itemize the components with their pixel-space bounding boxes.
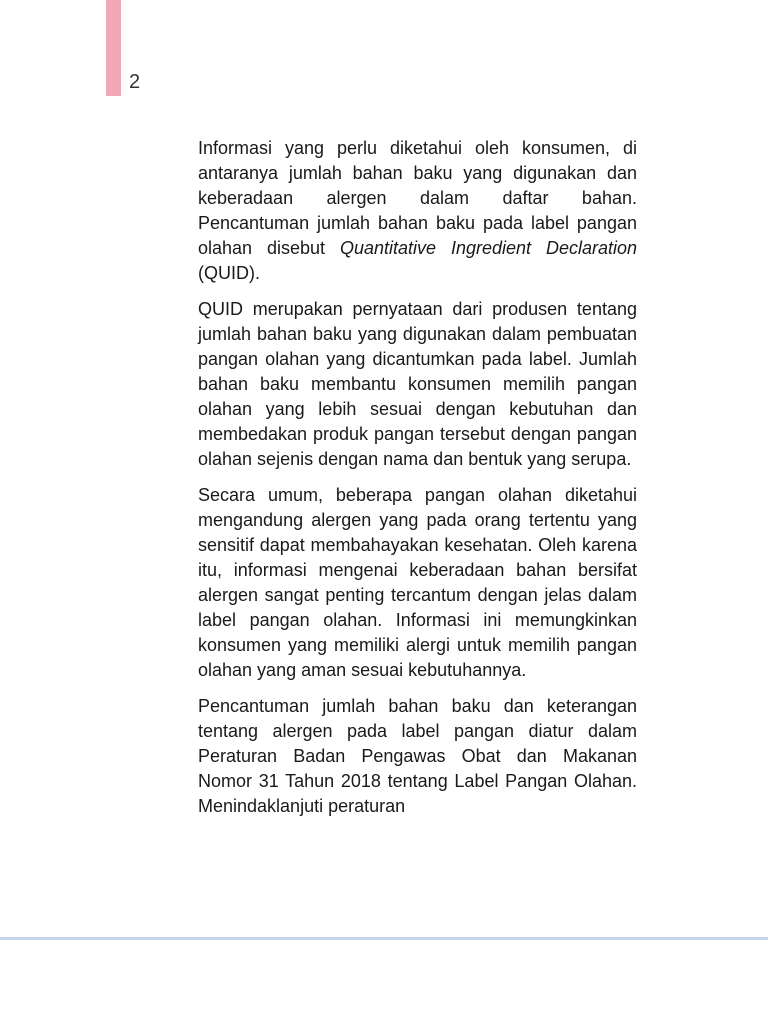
paragraph-allergen-info: Secara umum, beberapa pangan olahan diketahui mengandung alergen yang pada orang tertentu yang sensitif dapat membahayakan kesehatan. Oleh karena itu, informasi mengenai keberadaan bahan bersifat alergen sangat penting tercantum dengan jelas dalam label pangan olahan. Informasi ini memungkinkan konsumen yang memiliki alergi untuk memilih pangan olahan yang aman sesuai kebutuhannya. <box>198 485 637 680</box>
paragraph-text: Informasi yang perlu diketahui oleh konsumen, di antaranya jumlah bahan baku yang digunakan dan keberadaan alergen dalam daftar bahan. Pencantuman jumlah bahan baku pada label pangan olahan disebut <box>198 138 637 258</box>
paragraph-quid-definition: QUID merupakan pernyataan dari produsen tentang jumlah bahan baku yang digunakan dalam pembuatan pangan olahan yang dicantumkan pada label. Jumlah bahan baku membantu konsumen memilih pangan olahan yang lebih sesuai dengan kebutuhan dan membedakan produk pangan tersebut dengan pangan olahan sejenis dengan nama dan bentuk yang serupa. <box>198 299 637 469</box>
quid-term: Quantitative Ingredient Declaration <box>339 238 637 258</box>
paragraph-regulation: Pencantuman jumlah bahan baku dan keterangan tentang alergen pada label pangan diatur dalam Peraturan Badan Pengawas Obat dan Makanan Nomor 31 Tahun 2018 tentang Label Pangan Olahan. Menindaklanjuti peraturan <box>198 696 637 816</box>
page-number: 2 <box>129 71 141 93</box>
body-text <box>198 136 637 830</box>
footer-rule <box>0 937 768 940</box>
paragraph-text: (QUID). <box>198 263 260 283</box>
paragraph-quid-intro <box>198 136 637 286</box>
page-marker-bar <box>106 0 121 96</box>
